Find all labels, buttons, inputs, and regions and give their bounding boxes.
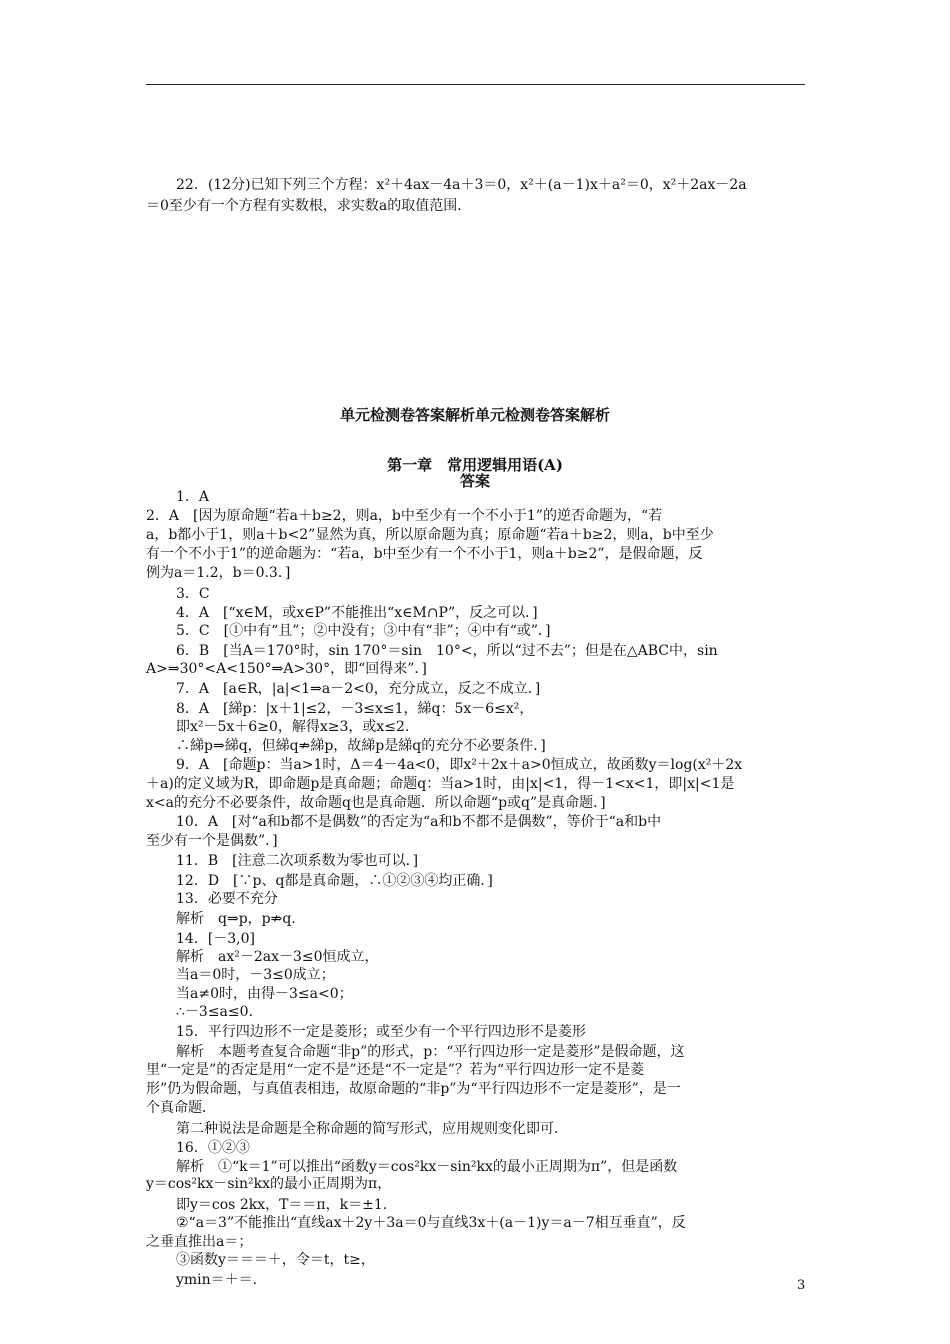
page-number: 3	[797, 1278, 806, 1293]
answer-line: ymin＝＋＝.	[176, 1272, 258, 1288]
answer-line: 解析 本题考查复合命题“非p”的形式，p：“平行四边形一定是菱形”是假命题，这	[176, 1044, 685, 1060]
answer-line: 8．A [綈p：|x＋1|≤2，－3≤x≤1，綈q：5x－6≤x²，	[176, 701, 534, 717]
answer-line: ＋a)的定义域为R，即命题p是真命题；命题q：当a>1时，由|x|<1，得－1<x<1，即|x|<1是	[146, 776, 735, 792]
chapter-heading: 第一章 常用逻辑用语(A)	[387, 456, 563, 474]
answer-line: 即y＝cos 2kx，T＝＝π，k＝±1.	[176, 1197, 388, 1213]
header-rule	[146, 84, 805, 85]
answer-line: ∴－3≤a≤0.	[176, 1004, 253, 1020]
answer-line: 解析 ①“k＝1”可以推出“函数y＝cos²kx－sin²kx的最小正周期为π”，但是函数	[176, 1159, 678, 1175]
answer-line: 里“一定是”的否定是用“一定不是”还是“不一定是”？若为“平行四边形一定不是菱	[146, 1062, 645, 1078]
answer-line: 2．A [因为原命题“若a＋b≥2，则a，b中至少有一个不小于1”的逆否命题为，“若	[146, 508, 663, 524]
answer-line: 15．平行四边形不一定是菱形；或至少有一个平行四边形不是菱形	[176, 1024, 586, 1040]
answer-line: 5．C [①中有“且”；②中没有；③中有“非”；④中有“或”．]	[176, 623, 551, 639]
answer-line: y＝cos²kx－sin²kx的最小正周期为π，	[146, 1176, 392, 1192]
answer-line: 13．必要不充分	[176, 891, 278, 907]
answer-line: 11．B [注意二次项系数为零也可以．]	[176, 853, 419, 869]
answer-line: 解析 q⇒p，p⇏q.	[176, 911, 296, 927]
answer-line: 16．①②③	[176, 1140, 250, 1156]
answer-line: 当a≠0时，由得－3≤a<0；	[176, 986, 353, 1002]
answer-line: 4．A [“x∈M，或x∈P”不能推出“x∈M∩P”，反之可以．]	[176, 605, 538, 621]
answer-line: 例为a＝1.2，b＝0.3．]	[146, 565, 291, 581]
question-22-line-1: 22．(12分)已知下列三个方程：x²＋4ax－4a＋3＝0，x²＋(a－1)x＋a²＝0，x²＋2ax－2a	[176, 177, 747, 193]
answer-line: 至少有一个是偶数”．]	[146, 833, 278, 849]
answer-line: 7．A [a∈R，|a|<1⇒a－2<0，充分成立，反之不成立．]	[176, 681, 541, 697]
answer-line: ③函数y＝＝＝＋，令＝t，t≥，	[176, 1252, 375, 1268]
answer-line: 当a＝0时，－3≤0成立；	[176, 967, 335, 983]
answer-line: 10．A [对“a和b都不是偶数”的否定为“a和b不都不是偶数”，等价于“a和b中	[176, 814, 662, 830]
answer-line: x<a的充分不必要条件，故命题q也是真命题．所以命题“p或q”是真命题．]	[146, 795, 606, 811]
answer-line: 第二种说法是命题是全称命题的简写形式，应用规则变化即可．	[176, 1121, 568, 1137]
answer-line: 9．A [命题p：当a>1时，Δ＝4－4a<0，即x²＋2x＋a>0恒成立，故函数y＝log(x²＋2x	[176, 757, 743, 773]
answer-line: A>⇒30°<A<150°⇒A>30°，即“回得来”．]	[146, 661, 427, 677]
answer-line: 之垂直推出a＝；	[146, 1234, 253, 1250]
answer-line: 6．B [当A＝170°时，sin 170°＝sin 10°<，所以“过不去”；但是在△ABC中，sin	[176, 643, 718, 659]
answer-line: 个真命题．	[146, 1100, 216, 1116]
answer-line: ②“a＝3”不能推出“直线ax＋2y＋3a＝0与直线3x＋(a－1)y＝a－7相互垂直”，反	[176, 1215, 686, 1231]
answer-line: 有一个不小于1”的逆命题为：“若a，b中至少有一个不小于1，则a＋b≥2”，是假命题，反	[146, 546, 703, 562]
answer-line: 解析 ax²－2ax－3≤0恒成立，	[176, 949, 379, 965]
answer-line: 形”仍为假命题，与真值表相违，故原命题的“非p”为“平行四边形不一定是菱形”，是一	[146, 1081, 681, 1097]
answer-heading: 答案	[459, 472, 490, 490]
answer-line: 即x²－5x＋6≥0，解得x≥3，或x≤2．	[176, 719, 419, 735]
answer-line: 14．[－3,0]	[176, 931, 256, 947]
answer-line: a，b都小于1，则a＋b<2”显然为真，所以原命题为真；原命题“若a＋b≥2，则a，b中至少	[146, 527, 714, 543]
answer-line: 1．A	[176, 489, 210, 505]
question-22-line-2: ＝0至少有一个方程有实数根，求实数a的取值范围．	[146, 198, 472, 214]
answer-line: ∴綈p⇒綈q，但綈q⇏綈p，故綈p是綈q的充分不必要条件．]	[176, 738, 546, 754]
answers-title: 单元检测卷答案解析单元检测卷答案解析	[339, 406, 610, 424]
answer-line: 12．D [∵p、q都是真命题，∴①②③④均正确．]	[176, 873, 493, 889]
answer-line: 3．C	[176, 586, 210, 602]
